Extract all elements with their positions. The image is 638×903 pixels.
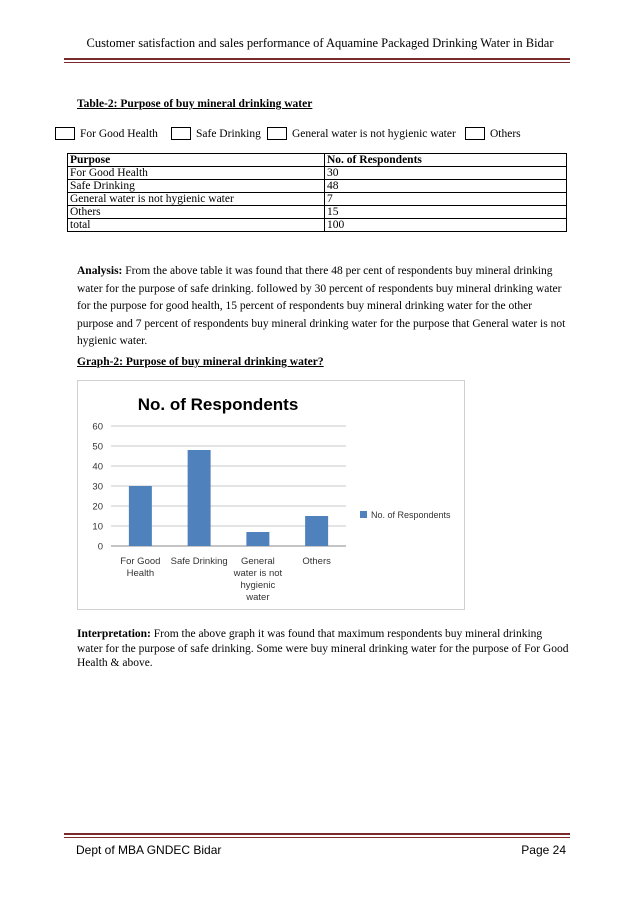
y-tick-label: 50 xyxy=(92,441,103,453)
table-header-row xyxy=(68,154,567,167)
bar-chart xyxy=(78,381,464,609)
table-row xyxy=(68,167,567,180)
option-label: General water is not hygienic water xyxy=(292,127,456,140)
header-cell: No. of Respondents xyxy=(325,154,567,167)
table-cell: 7 xyxy=(325,193,567,206)
page-header: Customer satisfaction and sales performance of Aquamine Packaged Drinking Water in Bidar xyxy=(86,36,554,50)
checkbox[interactable] xyxy=(267,127,287,140)
option-others[interactable] xyxy=(465,127,521,140)
table-row-total xyxy=(68,219,567,232)
checkbox[interactable] xyxy=(171,127,191,140)
option-general-water[interactable] xyxy=(267,127,456,140)
footer-department: Dept of MBA GNDEC Bidar xyxy=(76,843,222,857)
purpose-options xyxy=(55,127,595,143)
x-tick-label: Health xyxy=(126,568,155,579)
x-tick-label: hygienic xyxy=(240,580,276,591)
x-tick-label: Safe Drinking xyxy=(170,556,228,567)
checkbox[interactable] xyxy=(465,127,485,140)
interpretation-paragraph xyxy=(77,627,569,671)
table-row xyxy=(68,206,567,219)
graph-title: Graph-2: Purpose of buy mineral drinking water? xyxy=(77,356,324,368)
table-cell: 30 xyxy=(325,167,567,180)
interpretation-label: Interpretation: xyxy=(77,628,151,640)
x-tick-label: water is not xyxy=(233,568,283,579)
purpose-table xyxy=(67,153,567,232)
table-title: Table-2: Purpose of buy mineral drinking water xyxy=(77,98,313,110)
table-cell: 15 xyxy=(325,206,567,219)
header-rule-thin xyxy=(64,62,570,63)
option-label: Others xyxy=(490,127,521,140)
table-row xyxy=(68,180,567,193)
bar xyxy=(188,450,211,546)
chart-container xyxy=(77,380,465,610)
table-cell: Safe Drinking xyxy=(68,180,325,193)
table-cell: For Good Health xyxy=(68,167,325,180)
option-safe-drinking[interactable] xyxy=(171,127,261,140)
table-cell: 48 xyxy=(325,180,567,193)
y-tick-label: 20 xyxy=(92,501,103,513)
footer-page-number: Page 24 xyxy=(521,843,566,857)
option-label: For Good Health xyxy=(80,127,158,140)
bar xyxy=(246,532,269,546)
y-tick-label: 0 xyxy=(97,541,103,553)
y-tick-label: 60 xyxy=(92,421,103,433)
bar xyxy=(129,486,152,546)
checkbox[interactable] xyxy=(55,127,75,140)
table-cell: Others xyxy=(68,206,325,219)
bar xyxy=(305,516,328,546)
analysis-label: Analysis: xyxy=(77,265,123,277)
analysis-text: From the above table it was found that there 48 per cent of respondents buy mineral drinking water for the purpose of safe drinking. followed by 30 percent of respondents buy mineral drinking water for the purpose for good health, 15 percent of respondents buy mineral drinking water for the other purpose and 7 percent of respondents buy mineral drinking water for the purpose that General water is not hygienic water. xyxy=(77,265,566,347)
x-tick-label: Others xyxy=(302,556,331,567)
option-good-health[interactable] xyxy=(55,127,158,140)
chart-title: No. of Respondents xyxy=(137,395,299,414)
option-label: Safe Drinking xyxy=(196,127,261,140)
y-tick-label: 40 xyxy=(92,461,103,473)
x-tick-label: For Good xyxy=(120,556,161,567)
y-tick-label: 30 xyxy=(92,481,103,493)
analysis-paragraph xyxy=(77,263,567,351)
table-row xyxy=(68,193,567,206)
table-cell: 100 xyxy=(325,219,567,232)
table-cell: total xyxy=(68,219,325,232)
header-rule xyxy=(64,58,570,60)
header-cell: Purpose xyxy=(68,154,325,167)
x-tick-label: General xyxy=(240,556,275,567)
table-cell: General water is not hygienic water xyxy=(68,193,325,206)
interpretation-text: From the above graph it was found that maximum respondents buy mineral drinking water for the purpose of safe drinking. Some were buy mineral drinking water for the purpose of For Good Health & above. xyxy=(77,628,569,669)
y-tick-label: 10 xyxy=(92,521,103,533)
x-tick-label: water xyxy=(246,592,270,603)
legend-swatch xyxy=(360,511,367,518)
legend-label: No. of Respondents xyxy=(371,510,451,520)
footer-rule xyxy=(64,833,570,835)
footer-rule-thin xyxy=(64,837,570,838)
